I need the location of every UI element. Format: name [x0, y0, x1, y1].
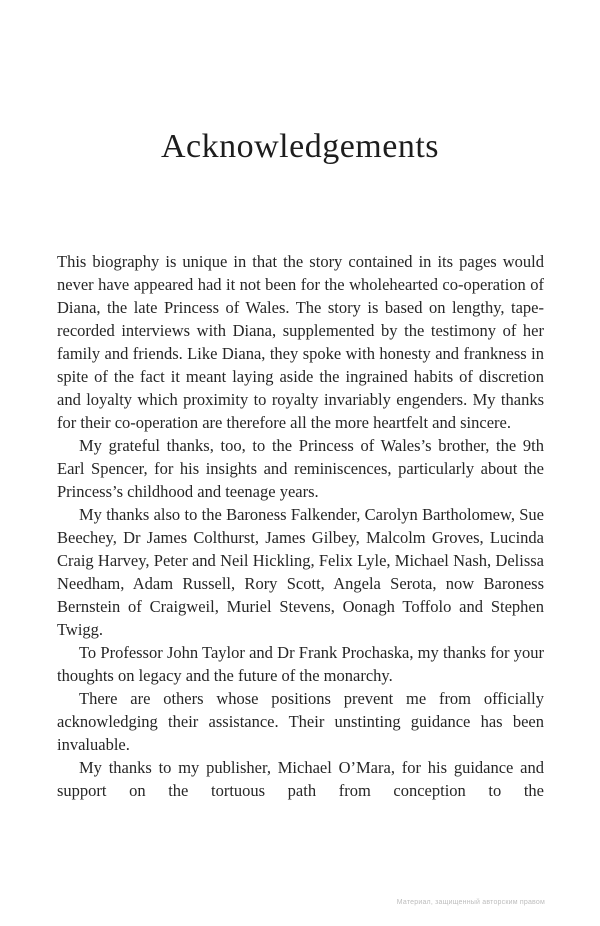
- paragraph: My thanks also to the Baroness Falkender, Carolyn Bartholomew, Sue Beechey, Dr James Colthurst, James Gilbey, Malcolm Groves, Lucinda Craig Harvey, Peter and Neil Hickling, Felix Lyle, Michael Nash, Delissa Needham, Adam Russell, Rory Scott, Angela Serota, now Baroness Bernstein of Craigweil, Muriel Stevens, Oonagh Toffolo and Stephen Twigg.: [57, 505, 544, 639]
- chapter-title: Acknowledgements: [160, 128, 440, 165]
- body-text: [0, 166, 600, 802]
- paragraph: There are others whose positions prevent me from officially acknowledging their assistance. Their unstinting guidance has been invaluable.: [57, 689, 544, 754]
- paragraph: This biography is unique in that the story contained in its pages would never have appeared had it not been for the wholehearted co-operation of Diana, the late Princess of Wales. The story is based on lengthy, tape-recorded interviews with Diana, supplemented by the testimony of her family and friends. Like Diana, they spoke with honesty and frankness in spite of the fact it meant laying aside the ingrained habits of discretion and loyalty which proximity to royalty invariably engenders. My thanks for their co-operation are therefore all the more heartfelt and sincere.: [57, 252, 544, 432]
- paragraph: My grateful thanks, too, to the Princess of Wales’s brother, the 9th Earl Spencer, for his insights and reminiscences, particularly about the Princess’s childhood and teenage years.: [57, 436, 544, 501]
- copyright-watermark: Материал, защищенный авторским правом: [396, 899, 545, 906]
- paragraph: My thanks to my publisher, Michael O’Mara, for his guidance and support on the tortuous path from conception to the: [57, 758, 544, 800]
- paragraph: To Professor John Taylor and Dr Frank Prochaska, my thanks for your thoughts on legacy and the future of the monarchy.: [57, 643, 544, 685]
